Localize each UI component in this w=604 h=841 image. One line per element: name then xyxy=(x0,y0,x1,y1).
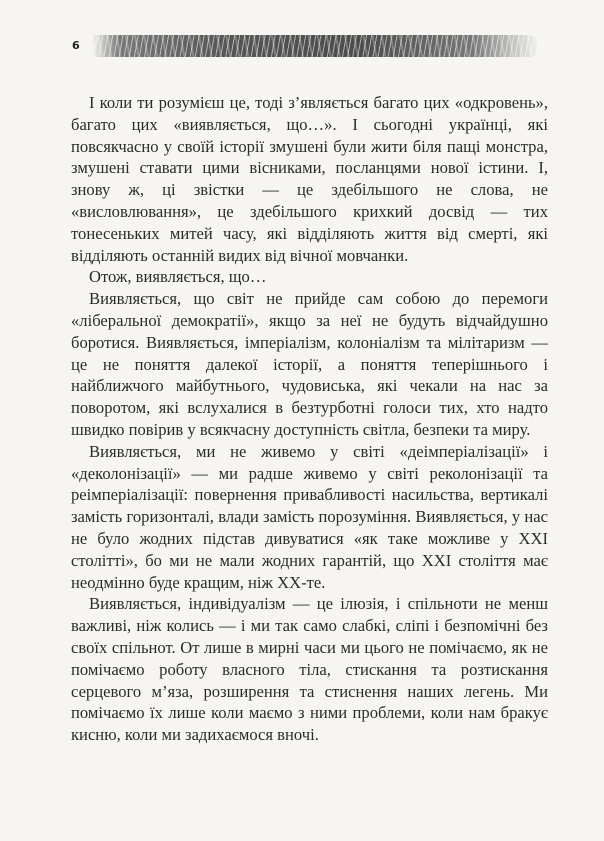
paragraph: Отож, виявляється, що… xyxy=(89,267,267,287)
running-header xyxy=(0,30,604,60)
decorative-brush-stroke xyxy=(92,35,540,57)
paragraph: Виявляється, індивідуалізм — це ілюзія, і спільноти не менш важливі, ніж колись — і ми так само слабкі, сліпі і безпомічні без своїх спільнот. От лише в мирні часи ми цього не помічаємо, як не помічаємо роботу власного тіла, стискання та розтискання серцевого м’яза, розширення та стиснення наших легень. Ми помічаємо їх лише коли маємо з ними проблеми, коли нам бракує кисню, коли ми задихаємося вночі. xyxy=(71,594,548,745)
paragraph: І коли ти розумієш це, тоді з’являється багато цих «одкровень», багато цих «виявляється, що…». І сьогодні українці, які повсякчасно у своїй історії змушені були жити біля пащі монстра, змушені ставати цими вісниками, посланцями нової істини. І, знову ж, ці звістки — це здебільшого не слова, не «висловлювання», це здебільшого крихкий досвід — тих тонесеньких митей часу, які відділяють життя від смерті, які відділяють останній видих від вічної мовчанки. xyxy=(71,93,548,265)
paragraph: Виявляється, ми не живемо у світі «деімперіалізації» і «деколонізації» — ми радше живемо у світі реколонізації та реімперіалізації: повернення привабливості насильства, вертикалі замість горизонталі, влади замість порозуміння. Виявляється, у нас не було жодних підстав дивуватися «як таке можливе у XXI столітті», бо ми не мали жодних гарантій, що XXI століття має неодмінно буде кращим, ніж XX-те. xyxy=(71,441,548,592)
paragraph: Виявляється, що світ не прийде сам собою до перемоги «ліберальної демократії», якщо за неї не будуть відчайдушно боротися. Виявляється, імперіалізм, колоніалізм та мілітаризм — це не поняття далекої історії, а поняття теперішнього і найближчого майбутнього, чудовиська, які чекали на нас за поворотом, які вслухалися в безтурботні голоси тих, хто надто швидко повірив у всякчасну доступність світла, безпеки та миру. xyxy=(71,289,548,439)
page-number: 6 xyxy=(72,39,80,52)
body-text xyxy=(71,92,548,746)
